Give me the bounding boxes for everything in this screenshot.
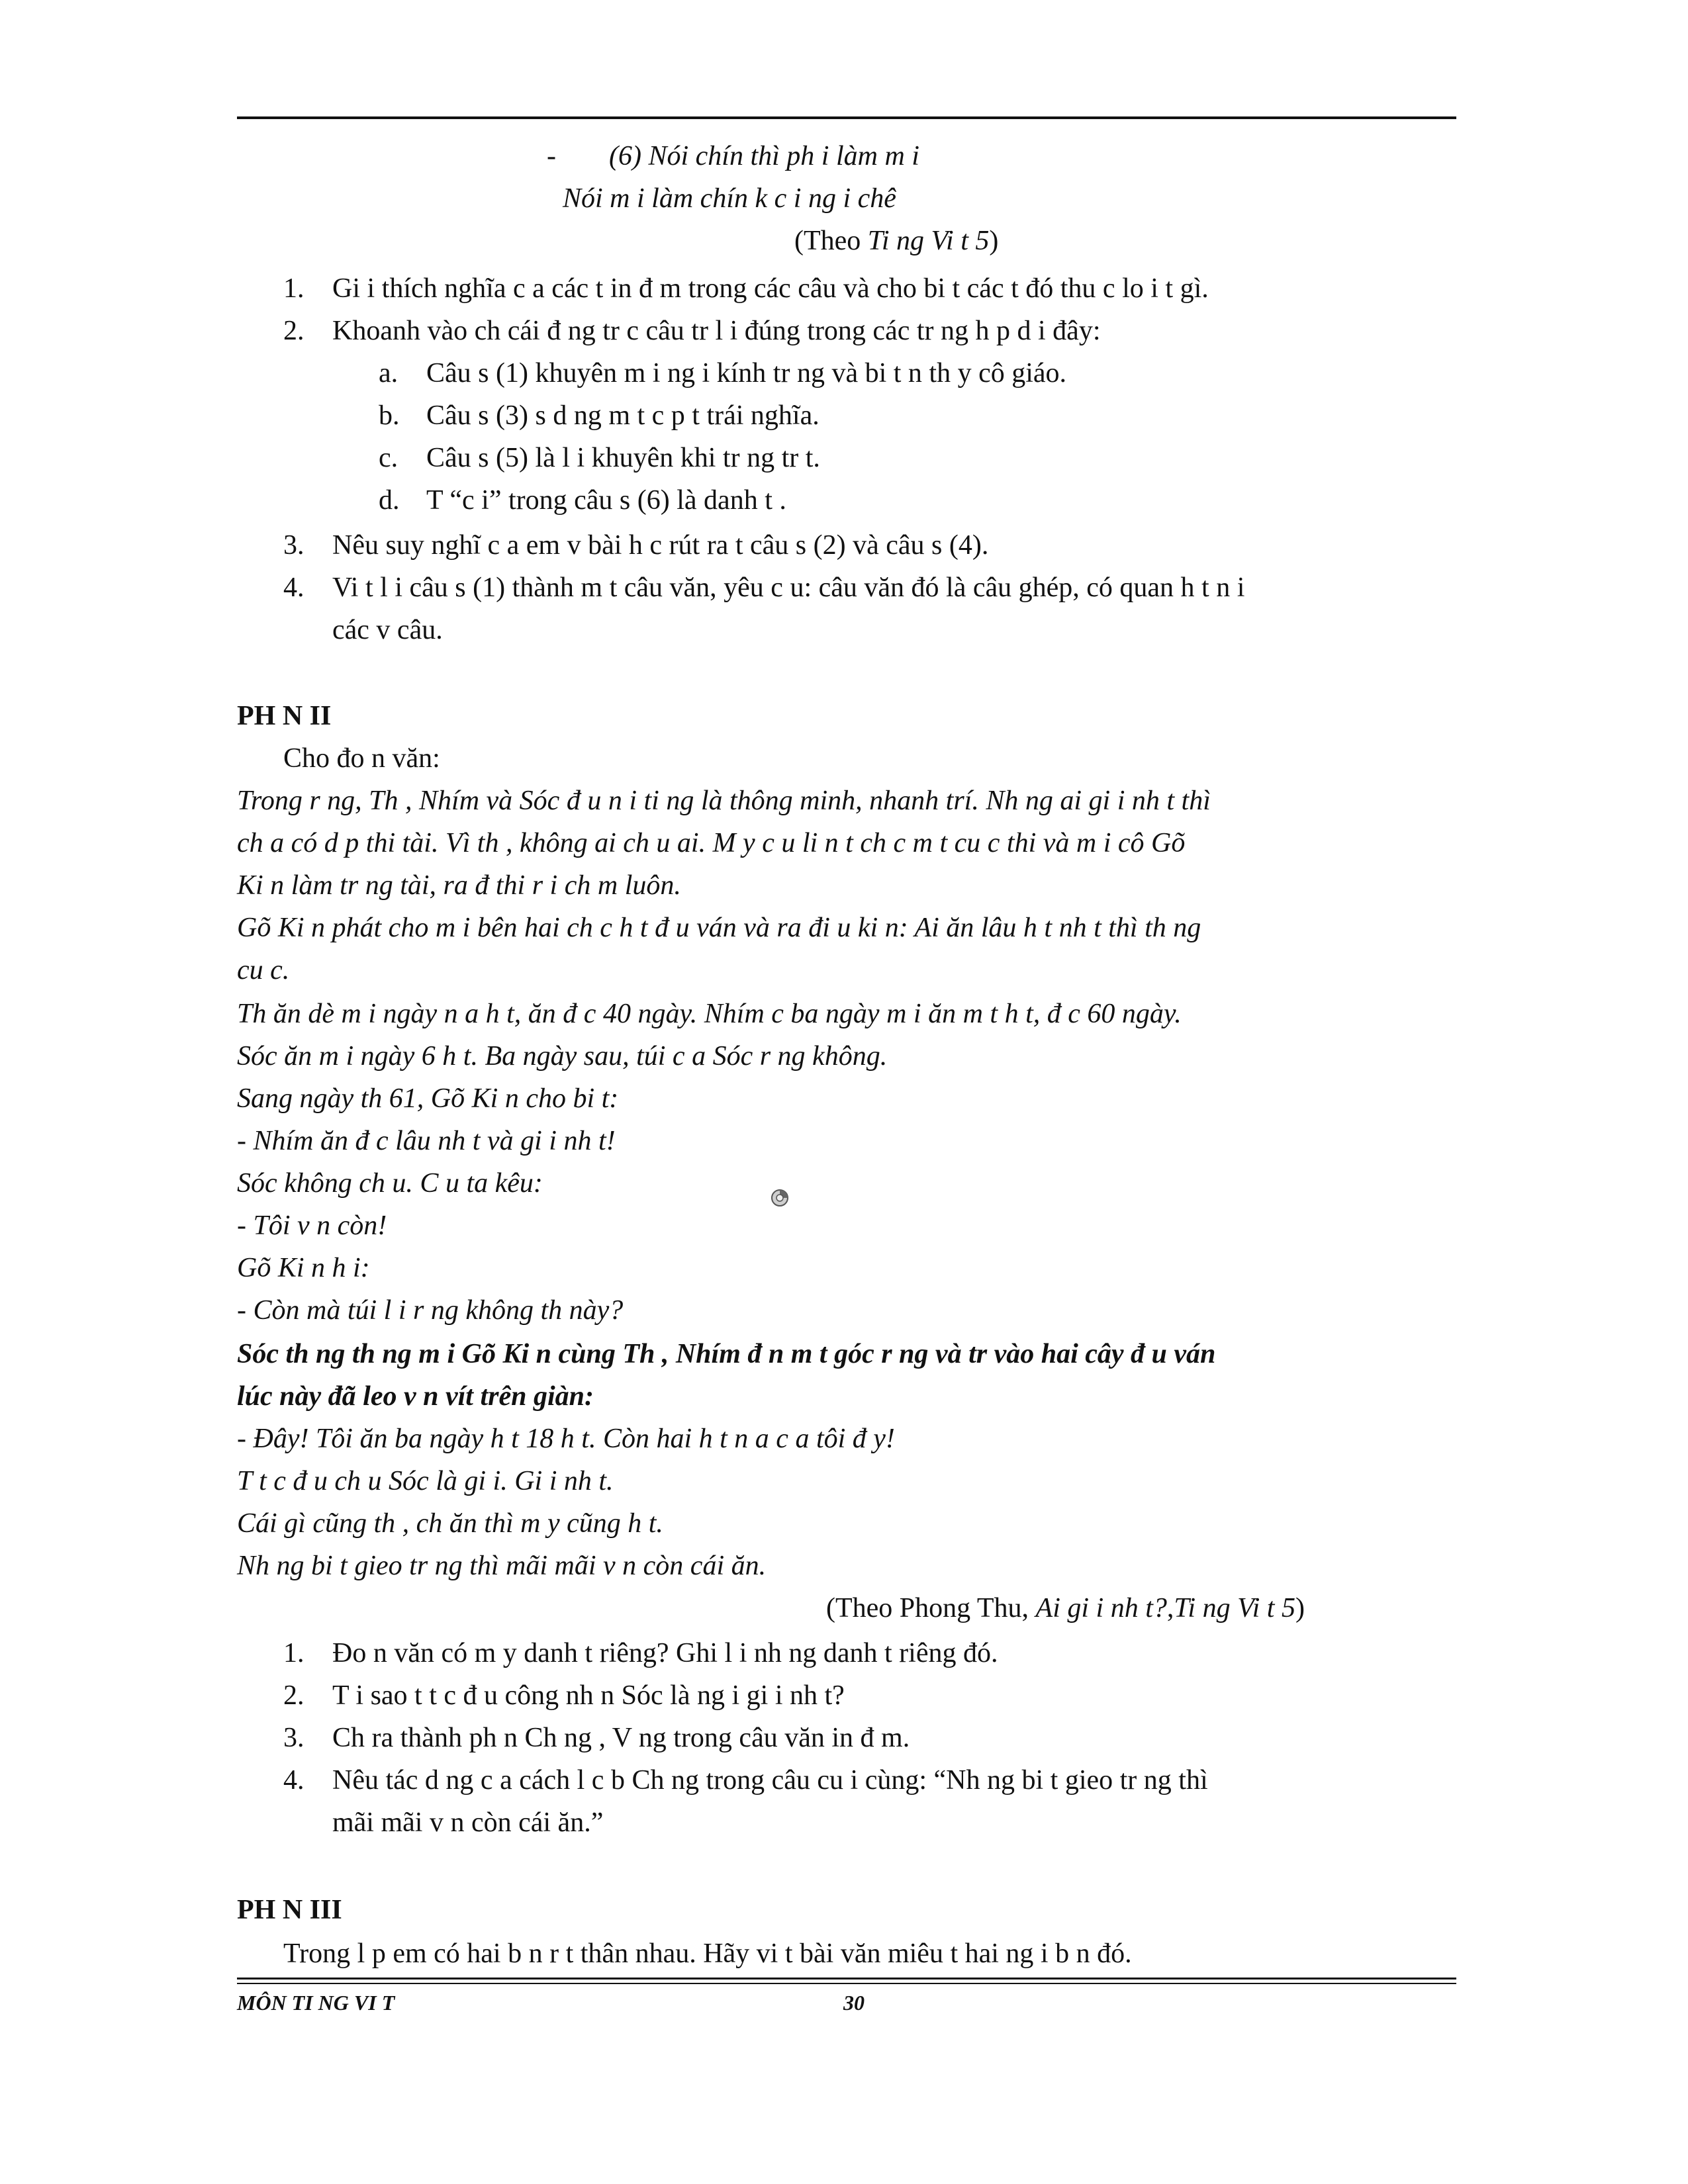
passage-end-line: - Đây! Tôi ăn ba ngày h t 18 h t. Còn hai h t n a c a tôi đ y! [237,1424,895,1454]
footer-rule-bottom [237,1983,1456,1984]
poem-line-2: Nói m i làm chín k c i ng i chê [563,183,896,214]
p2-q2-text: T i sao t t c đ u công nh n Sóc là ng i gi i nh t? [332,1680,845,1711]
passage-line: - Tôi v n còn! [237,1210,387,1241]
option-d-text: T “c i” trong câu s (6) là danh t . [426,485,786,516]
page-number: 30 [843,1991,865,2015]
passage-line: Th ăn dè m i ngày n a h t, ăn đ c 40 ngày. Nhím c ba ngày m i ăn m t h t, đ c 60 ngày. [237,999,1182,1029]
p2-q4-number: 4. [283,1765,305,1796]
source-suffix: ) [1295,1593,1305,1623]
p2-q1-text: Đo n văn có m y danh t riêng? Ghi l i nh ng danh t riêng đó. [332,1638,998,1668]
q4-text-cont: các v câu. [332,615,443,645]
source-title: Ti ng Vi t 5 [867,226,990,256]
option-c-letter: c. [379,443,399,473]
source-prefix: (Theo Phong Thu, [826,1593,1036,1623]
source-prefix: (Theo [794,226,868,256]
passage-line: Sóc không ch u. C u ta kêu: [237,1168,543,1199]
passage-bold-line: Sóc th ng th ng m i Gõ Ki n cùng Th , Nhím đ n m t góc r ng và tr vào hai cây đ u ván [237,1339,1216,1369]
part2-intro: Cho đo n văn: [283,743,440,774]
busy-cursor-icon [769,1187,790,1208]
q4-text: Vi t l i câu s (1) thành m t câu văn, yêu c u: câu văn đó là câu ghép, có quan h t n i [332,572,1245,603]
passage-source [826,1591,1305,1625]
part3-text: Trong l p em có hai b n r t thân nhau. Hãy vi t bài văn miêu t hai ng i b n đó. [283,1938,1132,1969]
poem-dash: - [547,141,556,171]
option-b-letter: b. [379,400,400,431]
passage-line: - Còn mà túi l i r ng không th này? [237,1295,624,1326]
passage-bold-line: lúc này đã leo v n vít trên giàn: [237,1381,594,1412]
q1-number: 1. [283,273,305,304]
q1-text: Gi i thích nghĩa c a các t in đ m trong các câu và cho bi t các t đó thu c lo i t gì. [332,273,1209,304]
passage-line: Gõ Ki n phát cho m i bên hai ch c h t đ u ván và ra đi u ki n: Ai ăn lâu h t nh t thì th ng [237,913,1201,943]
p2-q3-number: 3. [283,1723,305,1753]
passage-line: Sóc ăn m i ngày 6 h t. Ba ngày sau, túi c a Sóc r ng không. [237,1041,888,1071]
part3-heading: PH N III [237,1895,342,1925]
footer-subject: MÔN TI NG VI T [237,1991,395,2015]
q4-number: 4. [283,572,305,603]
passage-line: Gõ Ki n h i: [237,1253,370,1283]
p2-q3-text: Ch ra thành ph n Ch ng , V ng trong câu văn in đ m. [332,1723,910,1753]
passage-end-line: Cái gì cũng th , ch ăn thì m y cũng h t. [237,1508,663,1539]
passage-line: cu c. [237,955,290,985]
passage-line: ch a có d p thi tài. Vì th , không ai ch u ai. M y c u li n t ch c m t cu c thi và m i cô Gõ [237,828,1186,858]
passage-line: Trong r ng, Th , Nhím và Sóc đ u n i ti ng là thông minh, nhanh trí. Nh ng ai gi i nh t thì [237,786,1211,816]
option-c-text: Câu s (5) là l i khuyên khi tr ng tr t. [426,443,820,473]
poem-line-1: (6) Nói chín thì ph i làm m i [609,141,919,171]
part2-heading: PH N II [237,701,332,731]
source-suffix: ) [989,226,999,256]
passage-line: Ki n làm tr ng tài, ra đ thi r i ch m luôn. [237,870,681,901]
passage-line: - Nhím ăn đ c lâu nh t và gi i nh t! [237,1126,616,1156]
p2-q4-text: Nêu tác d ng c a cách l c b Ch ng trong câu cu i cùng: “Nh ng bi t gieo tr ng thì [332,1765,1208,1796]
option-a-letter: a. [379,358,399,388]
footer-rule-top [237,1978,1456,1979]
passage-line: Sang ngày th 61, Gõ Ki n cho bi t: [237,1083,619,1114]
q3-number: 3. [283,530,305,561]
p2-q1-number: 1. [283,1638,305,1668]
header-rule [237,116,1456,119]
passage-end-line: T t c đ u ch u Sóc là gi i. Gi i nh t. [237,1466,614,1496]
p2-q4-text-cont: mãi mãi v n còn cái ăn.” [332,1807,604,1838]
passage-end-line: Nh ng bi t gieo tr ng thì mãi mãi v n còn cái ăn. [237,1551,767,1581]
option-a-text: Câu s (1) khuyên m i ng i kính tr ng và bi t n th y cô giáo. [426,358,1067,388]
q2-text: Khoanh vào ch cái đ ng tr c câu tr l i đúng trong các tr ng h p d i đây: [332,316,1101,346]
p2-q2-number: 2. [283,1680,305,1711]
source-separator: , [1166,1593,1174,1623]
option-d-letter: d. [379,485,400,516]
source-title: Ai gi i nh t? [1035,1593,1167,1623]
q2-number: 2. [283,316,305,346]
q3-text: Nêu suy nghĩ c a em v bài h c rút ra t câu s (2) và câu s (4). [332,530,989,561]
poem-source [794,224,998,258]
source-book: Ti ng Vi t 5 [1174,1593,1295,1623]
option-b-text: Câu s (3) s d ng m t c p t trái nghĩa. [426,400,820,431]
